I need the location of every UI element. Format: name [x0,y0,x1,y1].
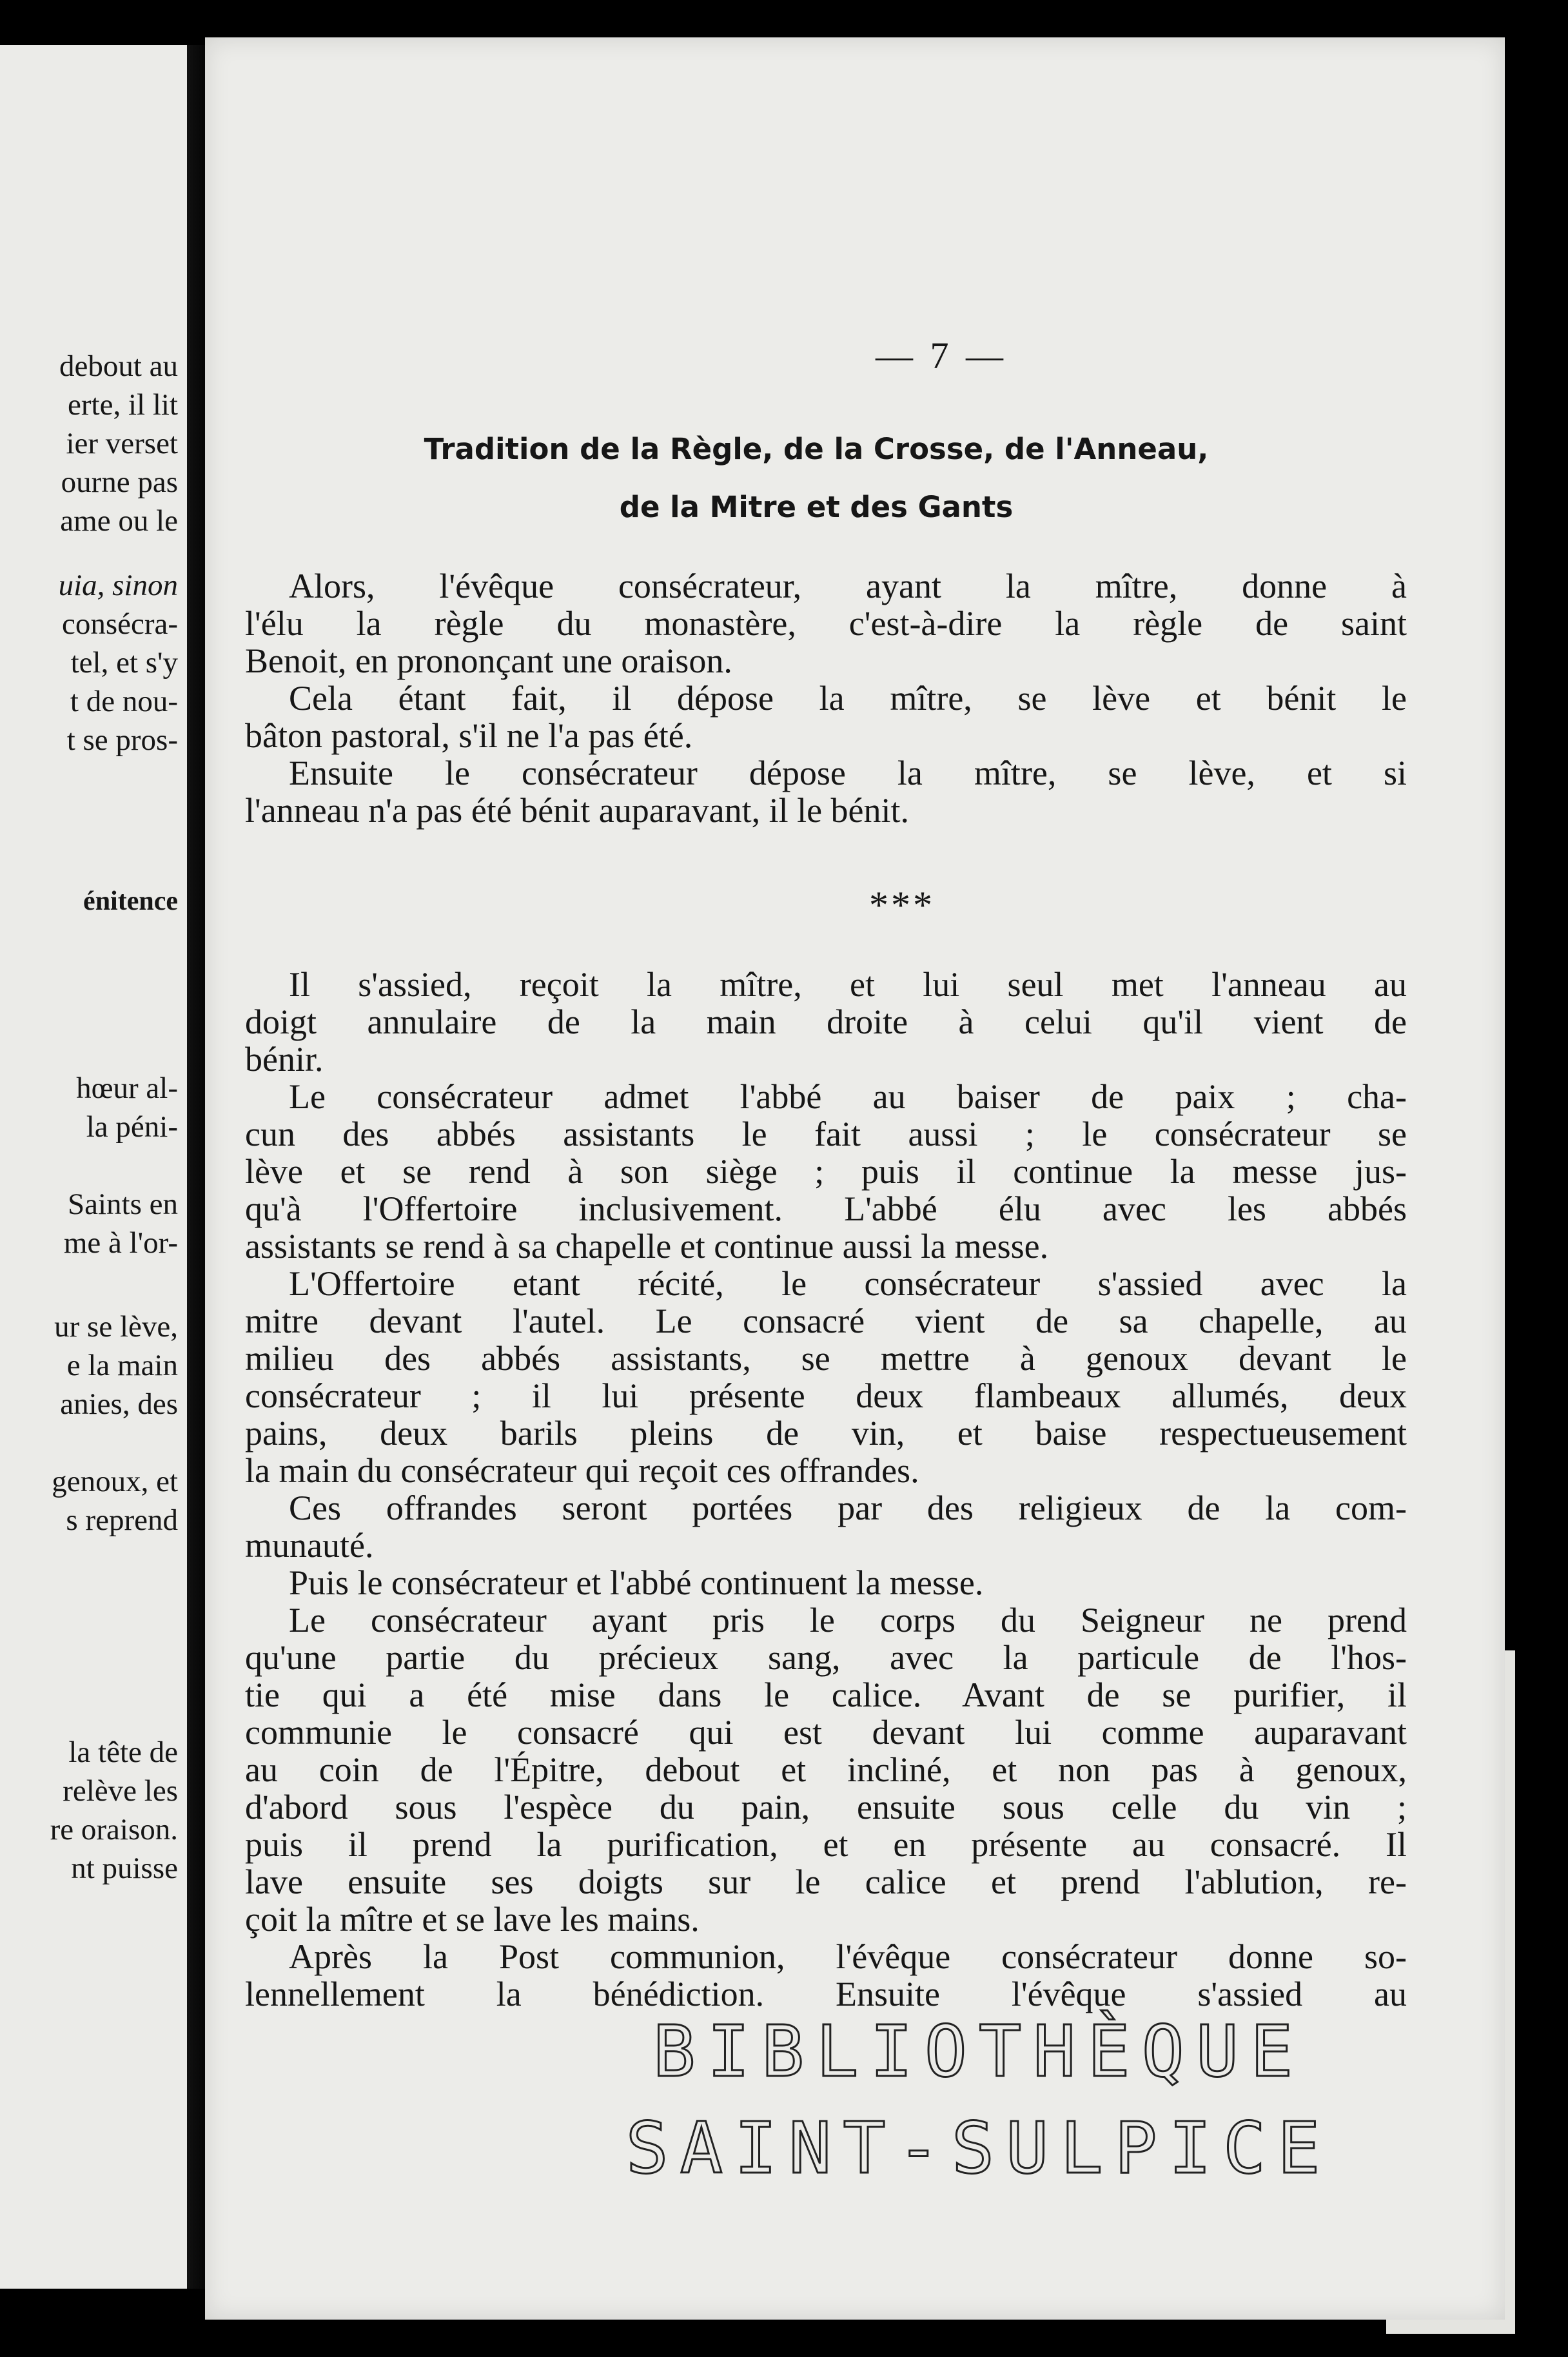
text-line: l'anneau n'a pas été bénit auparavant, il le bénit. [245,791,910,830]
text-line: munauté. [245,1526,374,1565]
text-line: Ces offrandes seront portées par des religieux de la com- [289,1489,1407,1527]
left-page-heading: énitence [83,886,178,916]
text-line: Ensuite le consécrateur dépose la mître, se lève, et si [289,754,1407,792]
paragraph-block-2 [245,966,1407,2013]
library-stamp-line1: BIBLIOTHÈQUE [652,2010,1305,2093]
text-line: L'Offertoire etant récité, le consécrateur s'assied avec la [289,1264,1407,1303]
text-line: consécrateur ; il lui présente deux flambeaux allumés, deux [245,1376,1407,1415]
left-page-line: consécra- [61,607,178,641]
text-line: communie le consacré qui est devant lui comme auparavant [245,1713,1407,1752]
text-line: l'élu la règle du monastère, c'est-à-dire la règle de saint [245,604,1407,643]
paragraph-block-1 [245,567,1407,829]
left-page-line: erte, il lit [68,388,178,422]
left-page-line: t se pros- [66,723,178,757]
text-line: tie qui a été mise dans le calice. Avant de se purifier, il [245,1676,1407,1714]
left-page-line: t de nou- [70,685,178,718]
left-page-line: re oraison. [50,1813,178,1846]
text-line: pains, deux barils pleins de vin, et baise respectueusement [245,1414,1407,1452]
left-page-line: e la main [66,1349,178,1382]
left-page-line: ame ou le [60,504,178,538]
left-page-line: uia, sinon [58,569,178,602]
left-page-line: debout au [59,349,178,383]
main-page [205,37,1505,2320]
text-line: Benoit, en prononçant une oraison. [245,641,732,680]
text-line: Le consécrateur admet l'abbé au baiser de paix ; cha- [289,1077,1407,1116]
left-page-line: Saints en [67,1188,178,1221]
section-subheading: de la Mitre et des Gants [619,490,1014,524]
text-line: Puis le consécrateur et l'abbé continuent la messe. [289,1563,984,1602]
text-line: Le consécrateur ayant pris le corps du Seigneur ne prend [289,1601,1407,1639]
text-line: au coin de l'Épitre, debout et incliné, et non pas à genoux, [245,1750,1407,1789]
left-page-line: genoux, et [52,1465,178,1498]
left-page-line: me à l'or- [63,1226,178,1260]
asterism-separator: *** [869,884,935,926]
left-page-line: s reprend [66,1503,178,1537]
left-page-line: relève les [63,1774,178,1808]
text-line: doigt annulaire de la main droite à celui qu'il vient de [245,1002,1407,1041]
text-line: qu'à l'Offertoire inclusivement. L'abbé élu avec les abbés [245,1189,1407,1228]
text-line: Après la Post communion, l'évêque consécrateur donne so- [289,1937,1407,1976]
left-page-line: hœur al- [76,1071,178,1105]
page-number: — 7 — [876,335,1007,377]
left-page-line: nt puisse [71,1852,178,1885]
text-line: bâton pastoral, s'il ne l'a pas été. [245,716,693,755]
text-line: lève et se rend à son siège ; puis il continue la messe jus- [245,1152,1407,1191]
text-line: d'abord sous l'espèce du pain, ensuite sous celle du vin ; [245,1788,1407,1826]
text-line: assistants se rend à sa chapelle et continue aussi la messe. [245,1227,1049,1266]
text-line: la main du consécrateur qui reçoit ces offrandes. [245,1451,919,1490]
left-page-line: ier verset [66,427,178,460]
left-page-line: ur se lève, [54,1310,178,1344]
text-line: Alors, l'évêque consécrateur, ayant la mître, donne à [289,567,1407,605]
text-line: puis il prend la purification, et en présente au consacré. Il [245,1825,1407,1864]
text-line: cun des abbés assistants le fait aussi ; le consécrateur se [245,1115,1407,1153]
text-line: qu'une partie du précieux sang, avec la particule de l'hos- [245,1638,1407,1677]
left-page-line: ourne pas [61,465,178,499]
left-page-line: anies, des [60,1387,178,1421]
text-line: çoit la mître et se lave les mains. [245,1900,700,1939]
left-page-line: la tête de [68,1736,178,1769]
left-page-line: la péni- [86,1110,178,1144]
left-page-line: tel, et s'y [70,646,178,680]
text-line: mitre devant l'autel. Le consacré vient de sa chapelle, au [245,1302,1407,1340]
section-heading: Tradition de la Règle, de la Crosse, de l'Anneau, [424,432,1209,466]
text-line: Il s'assied, reçoit la mître, et lui seul met l'anneau au [289,965,1407,1004]
text-line: lave ensuite ses doigts sur le calice et prend l'ablution, re- [245,1863,1407,1901]
text-line: milieu des abbés assistants, se mettre à genoux devant le [245,1339,1407,1378]
text-line: lennellement la bénédiction. Ensuite l'évêque s'assied au [245,1975,1407,2013]
left-facing-page [0,45,187,2289]
library-stamp-line2: SAINT-SULPICE [625,2107,1332,2189]
text-line: Cela étant fait, il dépose la mître, se lève et bénit le [289,679,1407,718]
text-line: bénir. [245,1040,324,1079]
